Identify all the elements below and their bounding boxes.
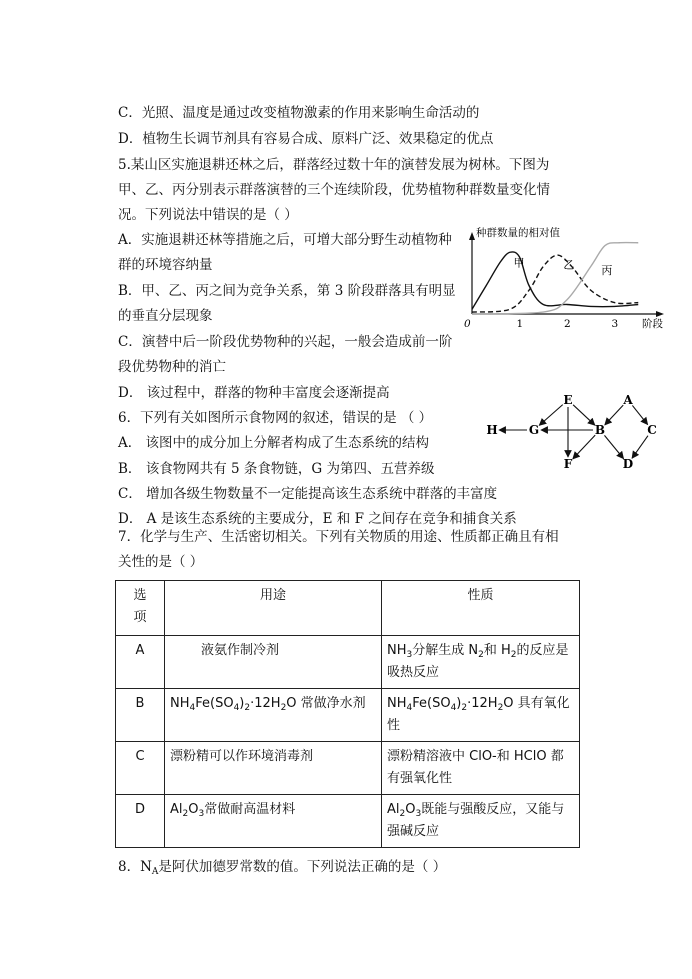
q5-stem-line1: 5.某山区实施退耕还林之后，群落经过数十年的演替发展为树林。下图为 (118, 157, 550, 173)
q5-option-c-line1: C．演替中后一阶段优势物种的兴起，一般会造成前一阶 (118, 334, 453, 350)
text-run: O (188, 802, 199, 817)
row-c-use: 漂粉精可以作环境消毒剂 (165, 742, 382, 795)
subscript: 3 (406, 650, 413, 660)
text-run: 既能与强酸反应，又能与强碱反应 (387, 802, 565, 839)
text-run: Fe(SO (195, 696, 234, 711)
text-run: NH (387, 643, 407, 658)
q6-option-c: C． 增加各级生物数量不一定能提高该生态系统中群落的丰富度 (118, 486, 498, 502)
q8-prefix: 8．N (118, 859, 152, 875)
table-row (116, 742, 580, 795)
subscript: 2 (461, 703, 468, 713)
food-web-node: H (486, 423, 498, 437)
subscript: 2 (280, 703, 287, 713)
table-row (116, 689, 580, 742)
q5-option-d: D． 该过程中，群落的物种丰富度会逐渐提高 (118, 385, 390, 401)
text-run: 常做耐高温材料 (204, 802, 296, 817)
q4-option-d: D．植物生长调节剂具有容易合成、原料广泛、效果稳定的优点 (118, 131, 494, 147)
food-web-node: D (622, 457, 634, 471)
y-axis-label: 种群数量的相对值 (476, 227, 560, 239)
food-web-arrow (573, 435, 595, 459)
q6-option-d: D． A 是该生态系统的主要成分，E 和 F 之间存在竞争和捕食关系 (118, 511, 517, 527)
food-web-node: B (594, 423, 606, 437)
y-axis-arrow (469, 232, 475, 240)
q5-stem-line2: 甲、乙、丙分别表示群落演替的三个连续阶段，优势植物种群数量变化情 (118, 182, 550, 198)
subscript: 2 (399, 809, 406, 819)
text-run: O (405, 802, 416, 817)
table-row (116, 795, 580, 848)
text-run: NH (387, 696, 407, 711)
food-web-arrow (632, 405, 647, 424)
row-d-property (382, 795, 580, 848)
subscript: 4 (406, 703, 413, 713)
q8-stem (118, 858, 446, 876)
q7-stem-line1: 7．化学与生产、生活密切相关。下列有关物质的用途、性质都正确且有相 (118, 529, 559, 545)
series-line-2 (472, 255, 638, 312)
q7-stem-line2: 关性的是（ ） (118, 554, 204, 570)
text-run: NH (170, 696, 190, 711)
text-run: O 具有氧化性 (387, 696, 570, 733)
q4-option-c: C．光照、温度是通过改变植物激素的作用来影响生命活动的 (118, 105, 480, 121)
series-label: 乙 (563, 258, 575, 272)
x-tick-label: 1 (516, 318, 524, 330)
subscript: 2 (182, 809, 189, 819)
subscript: 4 (189, 703, 196, 713)
subscript: 4 (233, 703, 240, 713)
subscript: 4 (450, 703, 457, 713)
row-a-use: 液氨作制冷剂 (165, 636, 382, 689)
text-run: Fe(SO (412, 696, 451, 711)
text-run: ·12H (467, 696, 498, 711)
row-a-option: A (116, 636, 165, 689)
q5-option-b-line1: B．甲、乙、丙之间为竞争关系，第 3 阶段群落具有明显 (118, 283, 456, 299)
row-c-option: C (116, 742, 165, 795)
food-web-node: C (647, 423, 657, 437)
x-tick-label: 3 (611, 318, 619, 330)
q6-option-b: B． 该食物网共有 5 条食物链，G 为第四、五营养级 (118, 461, 435, 477)
subscript: 3 (198, 809, 205, 819)
row-b-property (382, 689, 580, 742)
food-web-node: A (623, 393, 633, 407)
succession-chart (462, 224, 667, 334)
row-d-option: D (116, 795, 165, 848)
row-d-use (165, 795, 382, 848)
q8-sub: A (151, 867, 159, 877)
subscript: 2 (244, 703, 251, 713)
series-label: 甲 (513, 256, 525, 270)
food-web-node: F (563, 457, 573, 471)
header-property: 性质 (382, 581, 580, 636)
subscript: 2 (510, 650, 517, 660)
text-run: 和 H (483, 643, 511, 658)
table-header-row (116, 581, 580, 636)
row-b-option: B (116, 689, 165, 742)
food-web-node: G (528, 423, 540, 437)
x-tick-label: 2 (564, 318, 571, 330)
food-web-arrow (604, 435, 623, 458)
header-use: 用途 (165, 581, 382, 636)
q5-option-b-line2: 的垂直分层现象 (118, 308, 213, 324)
subscript: 2 (478, 650, 484, 660)
q5-option-c-line2: 段优势物种的消亡 (118, 359, 226, 375)
food-web-node: E (563, 393, 573, 407)
food-web-arrow (605, 405, 623, 425)
series-line-1 (472, 252, 638, 309)
food-web-diagram (482, 390, 662, 480)
row-b-use (165, 689, 382, 742)
header-option: 选 项 (116, 581, 165, 636)
text-run: Al (387, 802, 400, 817)
text-run: O 常做净水剂 (286, 696, 366, 711)
text-run: 的反应是吸热反应 (387, 643, 569, 680)
row-c-property: 漂粉精溶液中 ClO‐和 HClO 都有强氧化性 (382, 742, 580, 795)
q6-option-a: A． 该图中的成分加上分解者构成了生态系统的结构 (118, 435, 430, 451)
food-web-arrow (539, 405, 563, 426)
origin-label: 0 (464, 318, 471, 330)
q5-option-a-line2: 群的环境容纳量 (118, 257, 213, 273)
food-web-arrow (573, 405, 595, 425)
x-axis-arrow (656, 311, 664, 317)
text-run: Al (170, 802, 183, 817)
q5-stem-line3: 况。下列说法中错误的是（ ） (118, 207, 298, 223)
table-row (116, 636, 580, 689)
series-label: 丙 (601, 264, 613, 278)
q7-table (115, 580, 580, 848)
row-a-property (382, 636, 580, 689)
subscript: 2 (497, 703, 504, 713)
x-axis-label: 阶段 (642, 318, 663, 330)
text-run: ) (456, 696, 462, 711)
subscript: 3 (415, 809, 422, 819)
series-line-3 (472, 243, 638, 314)
text-run: ·12H (250, 696, 281, 711)
q8-rest: 是阿伏加德罗常数的值。下列说法正确的是（ ） (158, 859, 447, 875)
food-web-arrow (632, 436, 648, 459)
text-run: ) (239, 696, 245, 711)
q5-option-a-line1: A．实施退耕还林等措施之后，可增大部分野生动植物种 (118, 232, 452, 248)
q6-stem: 6．下列有关如图所示食物网的叙述，错误的是 （ ） (118, 410, 433, 426)
text-run: 分解生成 N (412, 643, 479, 658)
